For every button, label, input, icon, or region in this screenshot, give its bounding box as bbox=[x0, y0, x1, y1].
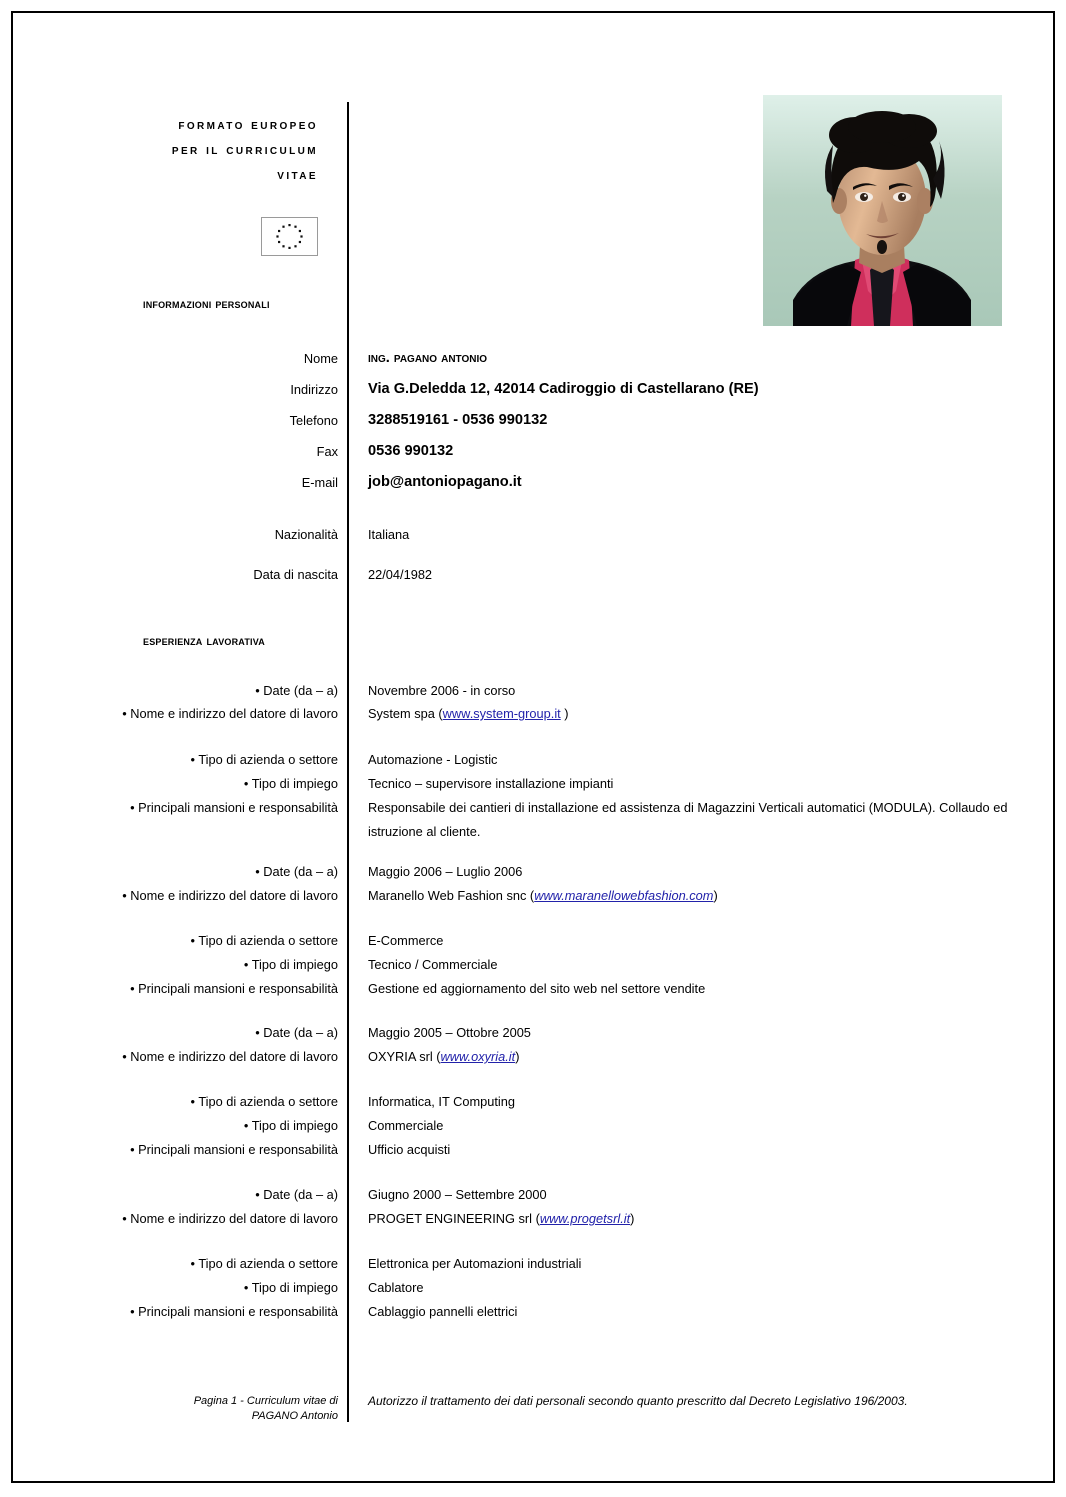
cv-page-sheet bbox=[11, 11, 1055, 1483]
label-duties: • Principali mansioni e responsabilità bbox=[130, 1304, 338, 1319]
employer-name-text: OXYRIA srl ( bbox=[368, 1049, 441, 1064]
value-employer bbox=[368, 884, 1028, 908]
label-employer: • Nome e indirizzo del datore di lavoro bbox=[122, 1211, 338, 1226]
label-dates: • Date (da – a) bbox=[255, 864, 338, 879]
section-heading-personal: informazioni personali bbox=[143, 296, 270, 311]
label-nazionalita: Nazionalità bbox=[274, 527, 338, 542]
label-employer: • Nome e indirizzo del datore di lavoro bbox=[122, 706, 338, 721]
label-indirizzo: Indirizzo bbox=[290, 382, 338, 397]
portrait-photo bbox=[763, 95, 1002, 326]
employer-tail-text: ) bbox=[515, 1049, 520, 1064]
label-telefono: Telefono bbox=[289, 413, 338, 428]
value-email: job@antoniopagano.it bbox=[368, 474, 522, 490]
value-duties: Cablaggio pannelli elettrici bbox=[368, 1304, 518, 1319]
footer-page-info bbox=[23, 1394, 338, 1424]
document-title-line-3: vitae bbox=[277, 167, 318, 183]
value-telefono: 3288519161 - 0536 990132 bbox=[368, 412, 548, 428]
value-indirizzo: Via G.Deledda 12, 42014 Cadiroggio di Castellarano (RE) bbox=[368, 381, 759, 397]
label-position: • Tipo di impiego bbox=[243, 1280, 338, 1295]
value-position: Cablatore bbox=[368, 1280, 424, 1295]
value-sector: Elettronica per Automazioni industriali bbox=[368, 1256, 582, 1271]
employer-tail-text: ) bbox=[630, 1211, 635, 1226]
label-duties: • Principali mansioni e responsabilità bbox=[130, 1142, 338, 1157]
label-position: • Tipo di impiego bbox=[243, 776, 338, 791]
label-duties: • Principali mansioni e responsabilità bbox=[130, 800, 338, 815]
label-employer: • Nome e indirizzo del datore di lavoro bbox=[122, 1049, 338, 1064]
employer-name-text: PROGET ENGINEERING srl ( bbox=[368, 1211, 540, 1226]
value-employer bbox=[368, 1045, 1008, 1069]
label-employer: • Nome e indirizzo del datore di lavoro bbox=[122, 888, 338, 903]
value-sector: Informatica, IT Computing bbox=[368, 1094, 515, 1109]
label-sector: • Tipo di azienda o settore bbox=[190, 752, 338, 767]
value-sector: E-Commerce bbox=[368, 933, 444, 948]
value-sector: Automazione - Logistic bbox=[368, 752, 498, 767]
value-position: Tecnico – supervisore installazione impianti bbox=[368, 776, 614, 791]
value-duties: Ufficio acquisti bbox=[368, 1142, 451, 1157]
label-data-nascita: Data di nascita bbox=[253, 567, 338, 582]
document-title-line-1: formato europeo bbox=[178, 117, 318, 133]
value-dates: Maggio 2006 – Luglio 2006 bbox=[368, 864, 523, 879]
employer-website-link[interactable]: www.oxyria.it bbox=[440, 1049, 516, 1064]
value-duties: Gestione ed aggiornamento del sito web nel settore vendite bbox=[368, 981, 706, 996]
label-dates: • Date (da – a) bbox=[255, 1187, 338, 1202]
value-position: Tecnico / Commerciale bbox=[368, 957, 498, 972]
employer-name-text: Maranello Web Fashion snc ( bbox=[368, 888, 535, 903]
employer-website-link[interactable]: www.progetsrl.it bbox=[539, 1211, 631, 1226]
employer-name-text: System spa ( bbox=[368, 706, 443, 721]
value-dates: Giugno 2000 – Settembre 2000 bbox=[368, 1187, 547, 1202]
label-nome: Nome bbox=[303, 351, 338, 366]
footer-page-line-2: PAGANO Antonio bbox=[251, 1410, 338, 1422]
value-dates: Novembre 2006 - in corso bbox=[368, 683, 516, 698]
employer-tail-text: ) bbox=[713, 888, 718, 903]
label-email: E-mail bbox=[301, 475, 338, 490]
employer-website-link[interactable]: www.system-group.it bbox=[442, 706, 561, 721]
label-position: • Tipo di impiego bbox=[243, 957, 338, 972]
eu-flag-icon bbox=[261, 217, 318, 256]
employer-tail-text: ) bbox=[560, 706, 569, 721]
value-duties: Responsabile dei cantieri di installazione ed assistenza di Magazzini Verticali automatici (MODULA). Collaudo ed istruzione al cliente. bbox=[368, 800, 1008, 839]
label-fax: Fax bbox=[316, 444, 338, 459]
label-position: • Tipo di impiego bbox=[243, 1118, 338, 1133]
value-fax: 0536 990132 bbox=[368, 443, 454, 459]
employer-website-link[interactable]: www.maranellowebfashion.com bbox=[534, 888, 714, 903]
label-sector: • Tipo di azienda o settore bbox=[190, 1256, 338, 1271]
value-nazionalita: Italiana bbox=[368, 527, 410, 542]
label-sector: • Tipo di azienda o settore bbox=[190, 933, 338, 948]
label-sector: • Tipo di azienda o settore bbox=[190, 1094, 338, 1109]
document-title bbox=[73, 113, 318, 188]
section-heading-work: esperienza lavorativa bbox=[143, 633, 265, 648]
label-dates: • Date (da – a) bbox=[255, 683, 338, 698]
value-nome: ing. pagano antonio bbox=[368, 350, 488, 366]
label-dates: • Date (da – a) bbox=[255, 1025, 338, 1040]
footer-page-line-1: Pagina 1 - Curriculum vitae di bbox=[193, 1395, 338, 1407]
label-duties: • Principali mansioni e responsabilità bbox=[130, 981, 338, 996]
value-data-nascita: 22/04/1982 bbox=[368, 567, 433, 582]
value-dates: Maggio 2005 – Ottobre 2005 bbox=[368, 1025, 531, 1040]
footer-privacy-statement: Autorizzo il trattamento dei dati personali secondo quanto prescritto dal Decreto Legislativo 196/2003. bbox=[368, 1394, 908, 1408]
value-employer bbox=[368, 1207, 1028, 1231]
document-title-line-2: per il curriculum bbox=[171, 142, 318, 158]
column-divider bbox=[347, 102, 349, 1422]
value-employer bbox=[368, 702, 1008, 726]
value-position: Commerciale bbox=[368, 1118, 444, 1133]
